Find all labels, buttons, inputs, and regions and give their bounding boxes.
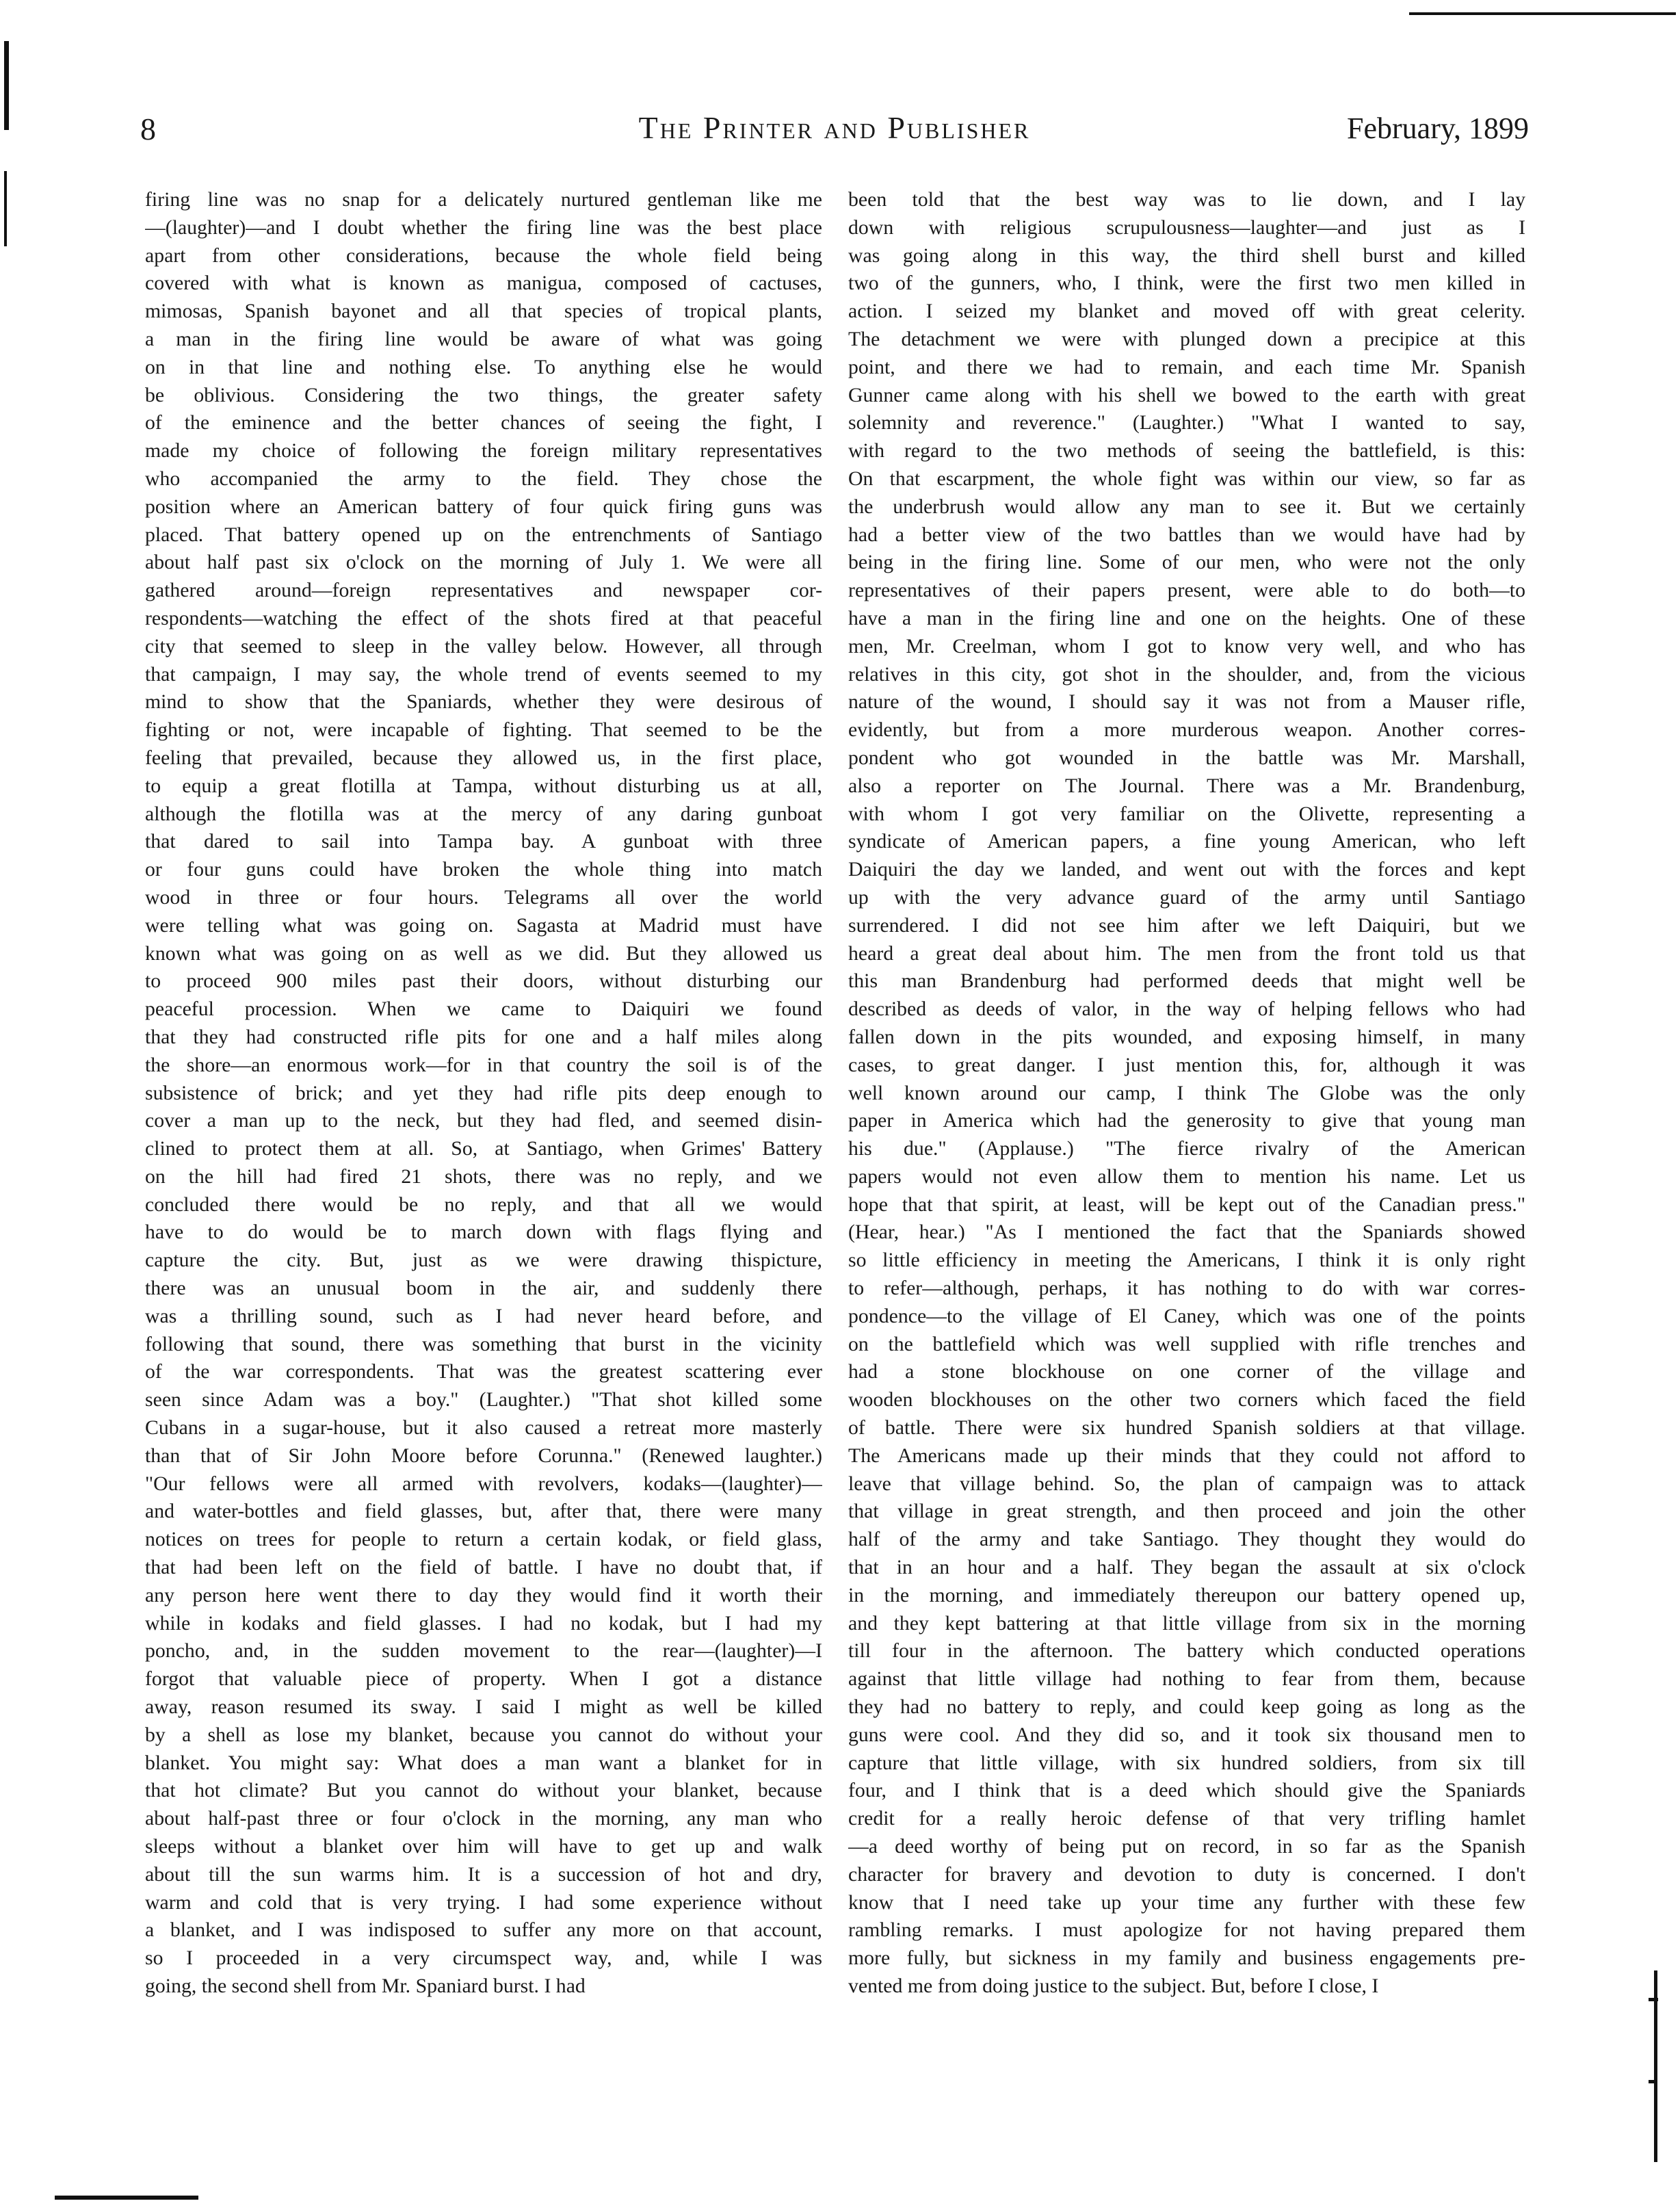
article-column-left xyxy=(145,186,822,2001)
text-line: about half past six o'clock on the morning of July 1. We were all xyxy=(145,551,822,574)
text-line: the shore—an enormous work—for in that country the soil is of the xyxy=(145,1053,822,1076)
text-line: was a thrilling sound, such as I had never heard before, and xyxy=(145,1304,822,1327)
text-line: known what was going on as well as we did. But they allowed us xyxy=(145,941,822,965)
scan-margin-mark xyxy=(1649,1998,1658,2001)
text-line: of the eminence and the better chances of seeing the fight, I xyxy=(145,411,822,434)
text-line: on the hill had fired 21 shots, there was no reply, and we xyxy=(145,1164,822,1188)
scan-border-mark xyxy=(1409,12,1676,15)
text-line: concluded there would be no reply, and that all we would xyxy=(145,1193,822,1216)
text-line: to equip a great flotilla at Tampa, without disturbing us at all, xyxy=(145,774,822,797)
text-line: firing line was no snap for a delicately nurtured gentleman like me xyxy=(145,188,822,211)
text-line: pondence—to the village of El Caney, which was one of the points xyxy=(848,1304,1525,1327)
text-line: mimosas, Spanish bayonet and all that species of tropical plants, xyxy=(145,300,822,323)
text-line: position where an American battery of four quick firing guns was xyxy=(145,495,822,518)
text-line: fighting or not, were incapable of fighting. That seemed to be the xyxy=(145,718,822,742)
text-line: cover a man up to the neck, but they had fled, and seemed disin- xyxy=(145,1109,822,1132)
text-line: warm and cold that is very trying. I had some experience without xyxy=(145,1890,822,1914)
text-line: —(laughter)—and I doubt whether the firing line was the best place xyxy=(145,216,822,239)
text-line: more fully, but sickness in my family and business engagements pre- xyxy=(848,1947,1525,1970)
text-line: paper in America which had the generosity to give that young man xyxy=(848,1109,1525,1132)
scan-margin-mark xyxy=(4,41,9,130)
text-line: placed. That battery opened up on the entrenchments of Santiago xyxy=(145,523,822,546)
page-header xyxy=(140,103,1529,157)
text-line: that village in great strength, and then proceed and join the other xyxy=(848,1500,1525,1523)
article-column-right xyxy=(848,186,1525,2001)
text-line: "Our fellows were all armed with revolvers, kodaks—(laughter)— xyxy=(145,1472,822,1495)
text-line: following that sound, there was something that burst in the vicinity xyxy=(145,1332,822,1355)
text-line: leave that village behind. So, the plan of campaign was to attack xyxy=(848,1472,1525,1495)
text-line: solemnity and reverence." (Laughter.) "What I wanted to say, xyxy=(848,411,1525,434)
text-line: to proceed 900 miles past their doors, without disturbing our xyxy=(145,970,822,993)
text-line: capture the city. But, just as we were drawing thispicture, xyxy=(145,1249,822,1272)
text-line: while in kodaks and field glasses. I had no kodak, but I had my xyxy=(145,1611,822,1635)
text-line: on in that line and nothing else. To anything else he would xyxy=(145,355,822,378)
text-line: wood in three or four hours. Telegrams all over the world xyxy=(145,885,822,909)
text-line: made my choice of following the foreign military representatives xyxy=(145,439,822,463)
text-line: city that seemed to sleep in the valley below. However, all through xyxy=(145,634,822,658)
text-line: had a better view of the two battles than we would have had by xyxy=(848,523,1525,546)
text-line: Cubans in a sugar-house, but it also caused a retreat more masterly xyxy=(145,1416,822,1440)
text-line: a man in the firing line would be aware of what was going xyxy=(145,327,822,350)
text-line: Daiquiri the day we landed, and went out with the forces and kept xyxy=(848,858,1525,881)
text-line: seen since Adam was a boy." (Laughter.) "That shot killed some xyxy=(145,1388,822,1411)
text-line: credit for a really heroic defense of that very trifling hamlet xyxy=(848,1807,1525,1830)
scan-margin-mark xyxy=(4,171,7,246)
text-line: were telling what was going on. Sagasta at Madrid must have xyxy=(145,913,822,937)
text-line: with whom I got very familiar on the Olivette, representing a xyxy=(848,802,1525,825)
text-line: there was an unusual boom in the air, and suddenly there xyxy=(145,1277,822,1300)
text-line: apart from other considerations, because the whole field being xyxy=(145,244,822,267)
text-line: well known around our camp, I think The Globe was the only xyxy=(848,1081,1525,1104)
text-line: hope that that spirit, at least, will be kept out of the Canadian press." xyxy=(848,1193,1525,1216)
text-line: be oblivious. Considering the two things, the greater safety xyxy=(145,383,822,406)
text-line: On that escarpment, the whole fight was within our view, so far as xyxy=(848,467,1525,490)
text-line: gathered around—foreign representatives and newspaper cor- xyxy=(145,579,822,602)
scan-border-mark xyxy=(55,2196,198,2200)
text-line: relatives in this city, got shot in the shoulder, and, from the vicious xyxy=(848,662,1525,686)
text-line: that they had constructed rifle pits for one and a half miles along xyxy=(145,1025,822,1048)
text-line: and water-bottles and field glasses, but, after that, there were many xyxy=(145,1500,822,1523)
text-line: point, and there we had to remain, and each time Mr. Spanish xyxy=(848,355,1525,378)
publication-title: The Printer and Publisher xyxy=(638,110,1031,145)
text-line: half of the army and take Santiago. They thought they would do xyxy=(848,1528,1525,1551)
text-line: forgot that valuable piece of property. When I got a distance xyxy=(145,1667,822,1691)
text-line: wooden blockhouses on the other two corners which faced the field xyxy=(848,1388,1525,1411)
text-line: have to do would be to march down with flags flying and xyxy=(145,1221,822,1244)
text-line: or four guns could have broken the whole thing into match xyxy=(145,858,822,881)
text-line: so little efficiency in meeting the Americans, I think it is only right xyxy=(848,1249,1525,1272)
text-line: the underbrush would allow any man to see it. But we certainly xyxy=(848,495,1525,518)
text-line: have a man in the firing line and one on the heights. One of these xyxy=(848,606,1525,629)
text-line: had a stone blockhouse on one corner of the village and xyxy=(848,1360,1525,1383)
text-line: men, Mr. Creelman, whom I got to know very well, and who has xyxy=(848,634,1525,658)
text-line: action. I seized my blanket and moved off with great celerity. xyxy=(848,300,1525,323)
scan-margin-mark xyxy=(1649,2080,1657,2083)
text-line: poncho, and, in the sudden movement to the rear—(laughter)—I xyxy=(145,1639,822,1663)
text-line: being in the firing line. Some of our men, who were not the only xyxy=(848,551,1525,574)
text-line: mind to show that the Spaniards, whether they were desirous of xyxy=(145,690,822,714)
text-line: was going along in this way, the third shell burst and killed xyxy=(848,244,1525,267)
text-line: guns were cool. And they did so, and it took six thousand men to xyxy=(848,1723,1525,1746)
text-line: also a reporter on The Journal. There was a Mr. Brandenburg, xyxy=(848,774,1525,797)
text-line: with regard to the two methods of seeing the battlefield, is this: xyxy=(848,439,1525,463)
text-line: respondents—watching the effect of the shots fired at that peaceful xyxy=(145,606,822,629)
text-line: so I proceeded in a very circumspect way, and, while I was xyxy=(145,1947,822,1970)
text-line: subsistence of brick; and yet they had rifle pits deep enough to xyxy=(145,1081,822,1104)
text-line: away, reason resumed its sway. I said I might as well be killed xyxy=(145,1695,822,1719)
text-line: surrendered. I did not see him after we left Daiquiri, but we xyxy=(848,913,1525,937)
text-line: till four in the afternoon. The battery which conducted operations xyxy=(848,1639,1525,1663)
text-line: about till the sun warms him. It is a succession of hot and dry, xyxy=(145,1862,822,1886)
text-line: capture that little village, with six hundred soldiers, from six till xyxy=(848,1751,1525,1774)
text-line: representatives of their papers present, were able to do both—to xyxy=(848,579,1525,602)
text-line: his due." (Applause.) "The fierce rivalry of the American xyxy=(848,1137,1525,1160)
text-line: and they kept battering at that little village from six in the morning xyxy=(848,1611,1525,1635)
text-line: The Americans made up their minds that they could not afford to xyxy=(848,1444,1525,1467)
text-line: that dared to sail into Tampa bay. A gunboat with three xyxy=(145,830,822,853)
text-line: character for bravery and devotion to duty is concerned. I don't xyxy=(848,1862,1525,1886)
text-line: feeling that prevailed, because they allowed us, in the first place, xyxy=(145,746,822,769)
text-line: notices on trees for people to return a certain kodak, or field glass, xyxy=(145,1528,822,1551)
text-line: two of the gunners, who, I think, were the first two men killed in xyxy=(848,272,1525,295)
text-line: Gunner came along with his shell we bowed to the earth with great xyxy=(848,383,1525,406)
text-line: of the war correspondents. That was the greatest scattering ever xyxy=(145,1360,822,1383)
text-line: who accompanied the army to the field. They chose the xyxy=(145,467,822,490)
text-line: syndicate of American papers, a fine young American, who left xyxy=(848,830,1525,853)
text-line: although the flotilla was at the mercy of any daring gunboat xyxy=(145,802,822,825)
page-number: 8 xyxy=(140,112,156,146)
text-line: heard a great deal about him. The men from the front told us that xyxy=(848,941,1525,965)
text-line: evidently, but from a more murderous weapon. Another corres- xyxy=(848,718,1525,742)
text-line: by a shell as lose my blanket, because you cannot do without your xyxy=(145,1723,822,1746)
text-line: papers would not even allow them to mention his name. Let us xyxy=(848,1164,1525,1188)
text-line: rambling remarks. I must apologize for not having prepared them xyxy=(848,1918,1525,1942)
text-line: that had been left on the field of battle. I have no doubt that, if xyxy=(145,1556,822,1579)
text-line: this man Brandenburg had performed deeds that might well be xyxy=(848,970,1525,993)
text-line: any person here went there to day they would find it worth their xyxy=(145,1583,822,1606)
text-line: described as deeds of valor, in the way of helping fellows who had xyxy=(848,998,1525,1021)
text-line: of battle. There were six hundred Spanish soldiers at that village. xyxy=(848,1416,1525,1440)
text-line: blanket. You might say: What does a man want a blanket for in xyxy=(145,1751,822,1774)
text-line: The detachment we were with plunged down a precipice at this xyxy=(848,327,1525,350)
text-line: in the morning, and immediately thereupon our battery opened up, xyxy=(848,1583,1525,1606)
text-line: been told that the best way was to lie down, and I lay xyxy=(848,188,1525,211)
issue-date: February, 1899 xyxy=(1347,112,1529,145)
text-line: that campaign, I may say, the whole trend of events seemed to my xyxy=(145,662,822,686)
text-line: nature of the wound, I should say it was not from a Mauser rifle, xyxy=(848,690,1525,714)
text-line: cases, to great danger. I just mention this, for, although it was xyxy=(848,1053,1525,1076)
text-line: that in an hour and a half. They began the assault at six o'clock xyxy=(848,1556,1525,1579)
text-line: fallen down in the pits wounded, and exposing himself, in many xyxy=(848,1025,1525,1048)
text-line: about half-past three or four o'clock in the morning, any man who xyxy=(145,1807,822,1830)
text-line: going, the second shell from Mr. Spaniard burst. I had xyxy=(145,1975,586,1997)
text-line: than that of Sir John Moore before Corunna." (Renewed laughter.) xyxy=(145,1444,822,1467)
text-line: a blanket, and I was indisposed to suffer any more on that account, xyxy=(145,1918,822,1942)
text-line: —a deed worthy of being put on record, in so far as the Spanish xyxy=(848,1835,1525,1858)
text-line: covered with what is known as manigua, composed of cactuses, xyxy=(145,272,822,295)
text-line: vented me from doing justice to the subject. But, before I close, I xyxy=(848,1975,1379,1997)
text-line: pondent who got wounded in the battle was Mr. Marshall, xyxy=(848,746,1525,769)
text-line: down with religious scrupulousness—laughter—and just as I xyxy=(848,216,1525,239)
text-line: peaceful procession. When we came to Daiquiri we found xyxy=(145,998,822,1021)
text-line: they had no battery to reply, and could keep going as long as the xyxy=(848,1695,1525,1719)
text-line: against that little village had nothing to fear from them, because xyxy=(848,1667,1525,1691)
text-line: clined to protect them at all. So, at Santiago, when Grimes' Battery xyxy=(145,1137,822,1160)
text-line: that hot climate? But you cannot do without your blanket, because xyxy=(145,1779,822,1802)
text-line: to refer—although, perhaps, it has nothing to do with war corres- xyxy=(848,1277,1525,1300)
text-line: sleeps without a blanket over him will have to get up and walk xyxy=(145,1835,822,1858)
text-line: know that I need take up your time any further with these few xyxy=(848,1890,1525,1914)
text-line: (Hear, hear.) "As I mentioned the fact that the Spaniards showed xyxy=(848,1221,1525,1244)
text-line: on the battlefield which was well supplied with rifle trenches and xyxy=(848,1332,1525,1355)
text-line: up with the very advance guard of the army until Santiago xyxy=(848,885,1525,909)
text-line: four, and I think that is a deed which should give the Spaniards xyxy=(848,1779,1525,1802)
